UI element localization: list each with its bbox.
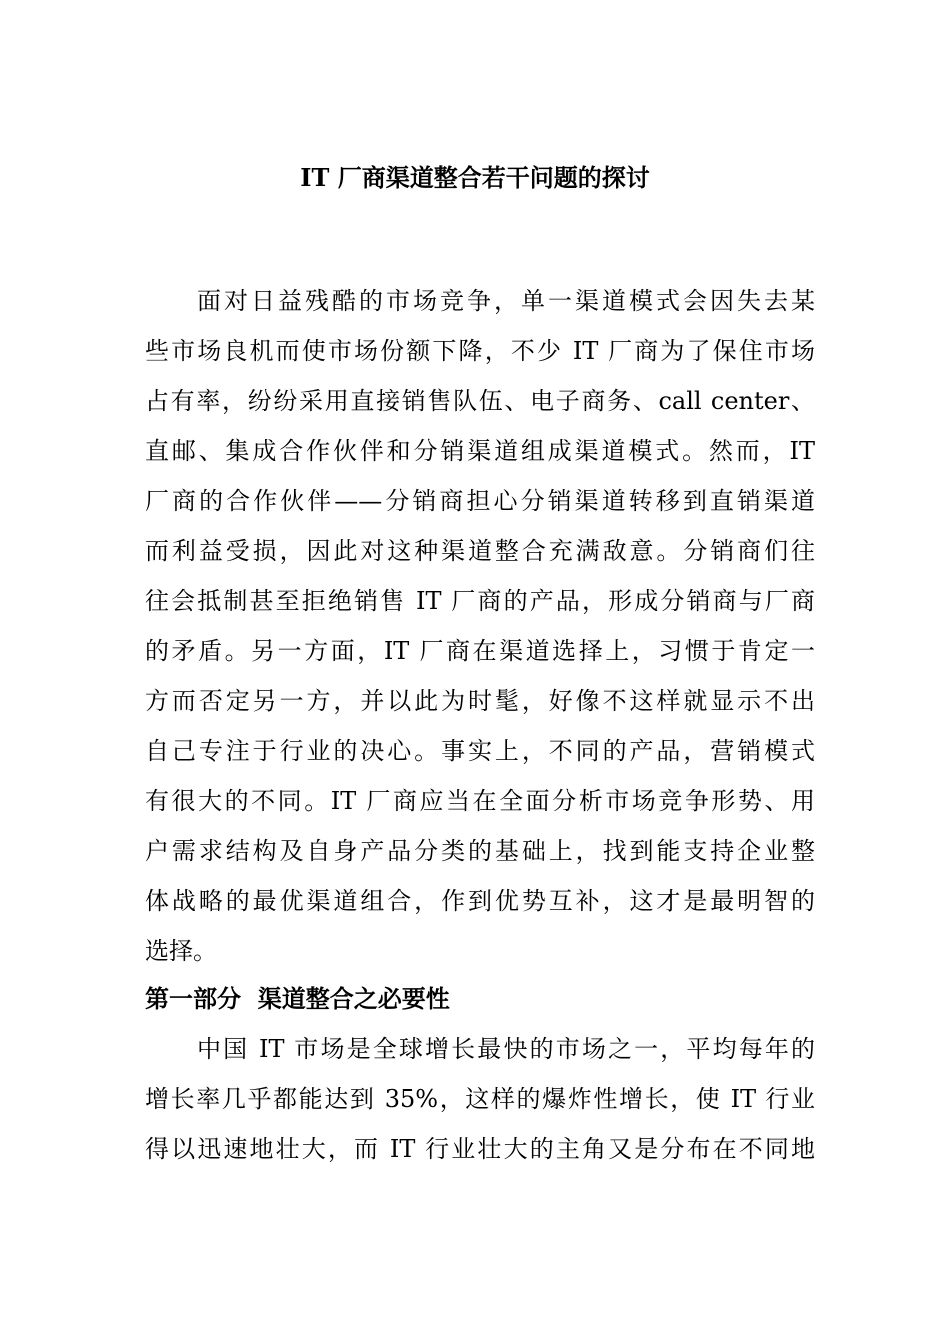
section-paragraph <box>145 1024 815 1174</box>
paragraph-line: 占有率，纷纷采用直接销售队伍、电子商务、call center、 <box>145 387 815 415</box>
paragraph-line: 选择。 <box>145 937 217 965</box>
section-heading-block <box>145 974 815 1024</box>
paragraph-line: 直邮、集成合作伙伴和分销渠道组成渠道模式。然而，IT <box>145 437 815 465</box>
paragraph-line: 有很大的不同。IT 厂商应当在全面分析市场竞争形势、用 <box>145 787 815 815</box>
document-title: IT 厂商渠道整合若干问题的探讨 <box>300 163 650 192</box>
paragraph-line: 体战略的最优渠道组合，作到优势互补，这才是最明智的 <box>145 887 815 915</box>
paragraph-line: 中国 IT 市场是全球增长最快的市场之一，平均每年的 <box>197 1035 815 1063</box>
paragraph-line: 面对日益残酷的市场竞争，单一渠道模式会因失去某 <box>197 287 815 315</box>
intro-paragraph <box>145 276 815 976</box>
paragraph-line: 而利益受损，因此对这种渠道整合充满敌意。分销商们往 <box>145 537 815 565</box>
paragraph-line: 增长率几乎都能达到 35%，这样的爆炸性增长，使 IT 行业 <box>145 1085 815 1113</box>
paragraph-line: 的矛盾。另一方面，IT 厂商在渠道选择上，习惯于肯定一 <box>145 637 815 665</box>
section-heading: 第一部分 渠道整合之必要性 <box>145 985 450 1013</box>
paragraph-line: 些市场良机而使市场份额下降，不少 IT 厂商为了保住市场 <box>145 337 815 365</box>
paragraph-line: 自己专注于行业的决心。事实上，不同的产品，营销模式 <box>145 737 815 765</box>
paragraph-line: 户需求结构及自身产品分类的基础上，找到能支持企业整 <box>145 837 815 865</box>
paragraph-line: 方而否定另一方，并以此为时髦，好像不这样就显示不出 <box>145 687 815 715</box>
paragraph-line: 往会抵制甚至拒绝销售 IT 厂商的产品，形成分销商与厂商 <box>145 587 815 615</box>
paragraph-line: 厂商的合作伙伴——分销商担心分销渠道转移到直销渠道 <box>145 487 815 515</box>
paragraph-line: 得以迅速地壮大，而 IT 行业壮大的主角又是分布在不同地 <box>145 1135 815 1163</box>
